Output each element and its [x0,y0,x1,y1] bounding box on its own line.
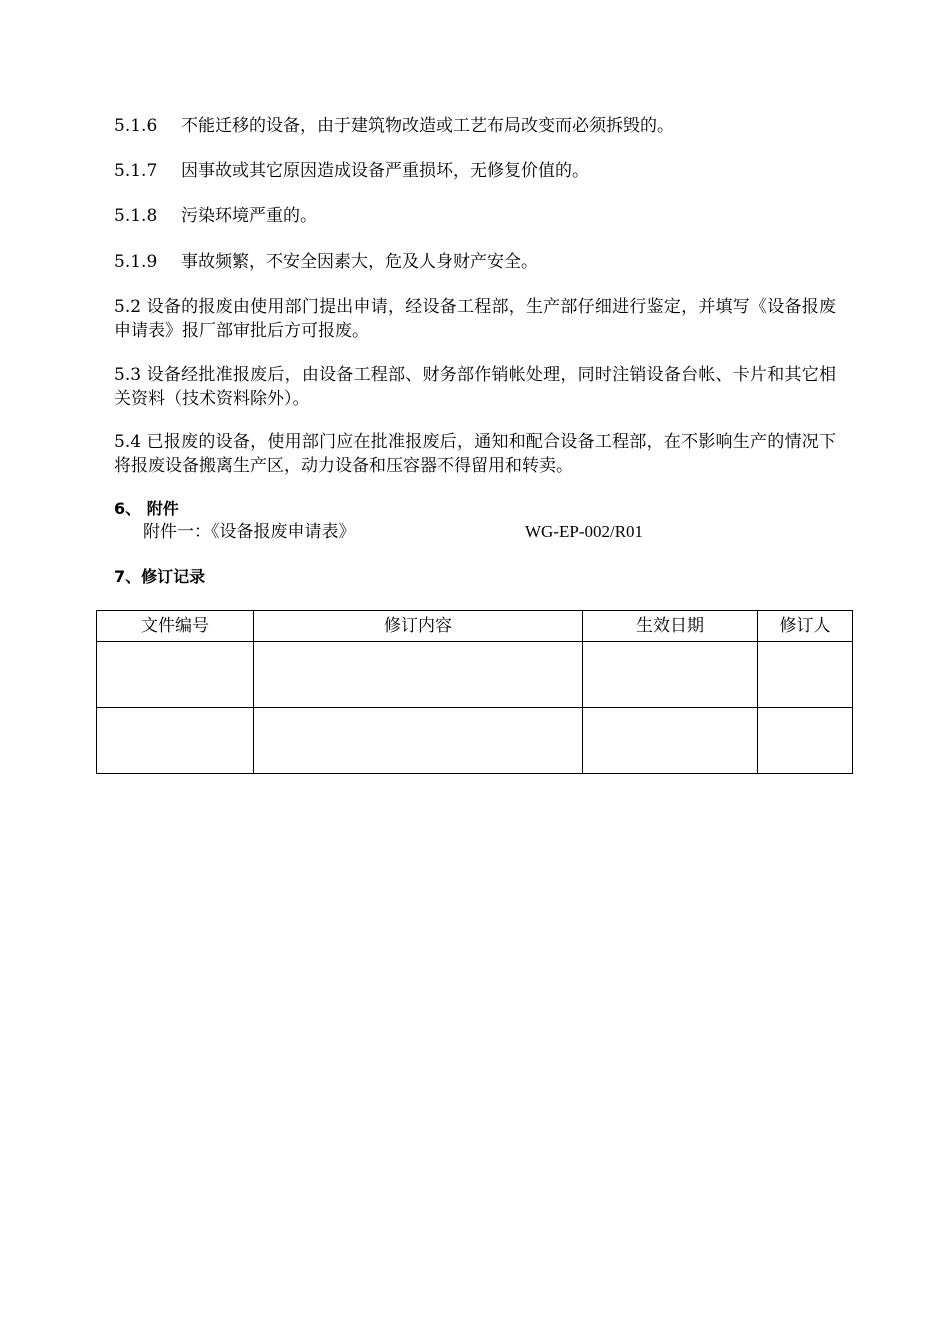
revision-table [96,610,853,774]
header-effective-date: 生效日期 [583,611,758,642]
table-cell [583,708,758,774]
table-cell [758,708,853,774]
table-cell [254,642,583,708]
table-cell [97,642,254,708]
clause-text: 事故频繁，不安全因素大，危及人身财产安全。 [181,252,538,272]
clause-number: 5.1.7 [114,161,158,181]
clause-number: 5.1.6 [114,116,158,136]
clause-number: 5.1.8 [114,206,158,226]
header-revision-content: 修订内容 [254,611,583,642]
clause-text: 污染环境严重的。 [181,206,317,226]
paragraph-5-3: 5.3 设备经批准报废后，由设备工程部、财务部作销帐处理，同时注销设备台帐、卡片和其它相关资料（技术资料除外）。 [114,365,836,409]
clause-5-1-9 [114,250,844,274]
clause-text: 因事故或其它原因造成设备严重损坏，无修复价值的。 [181,161,589,181]
clause-number: 5.1.9 [114,252,158,272]
section-7-heading: 7、修订记录 [114,567,206,586]
table-header-row [97,611,853,642]
table-cell [758,642,853,708]
header-doc-number: 文件编号 [97,611,254,642]
table-row [97,708,853,774]
clause-text: 不能迁移的设备，由于建筑物改造或工艺布局改变而必须拆毁的。 [181,116,674,136]
attachment-label: 附件一：《设备报废申请表》 [143,522,356,542]
clause-5-1-6 [114,114,844,138]
table-cell [97,708,254,774]
attachment-code: WG-EP-002/R01 [525,522,644,541]
table-cell [583,642,758,708]
table-cell [254,708,583,774]
header-reviser: 修订人 [758,611,853,642]
paragraph-5-4: 5.4 已报废的设备，使用部门应在批准报废后，通知和配合设备工程部，在不影响生产的情况下将报废设备搬离生产区，动力设备和压容器不得留用和转卖。 [114,432,836,476]
section-6-heading: 6、 附件 [114,499,179,518]
paragraph-5-2: 5.2 设备的报废由使用部门提出申请，经设备工程部，生产部仔细进行鉴定，并填写《设备报废申请表》报厂部审批后方可报废。 [114,297,836,341]
table-row [97,642,853,708]
clause-5-1-7 [114,159,844,183]
clause-5-1-8 [114,204,844,228]
